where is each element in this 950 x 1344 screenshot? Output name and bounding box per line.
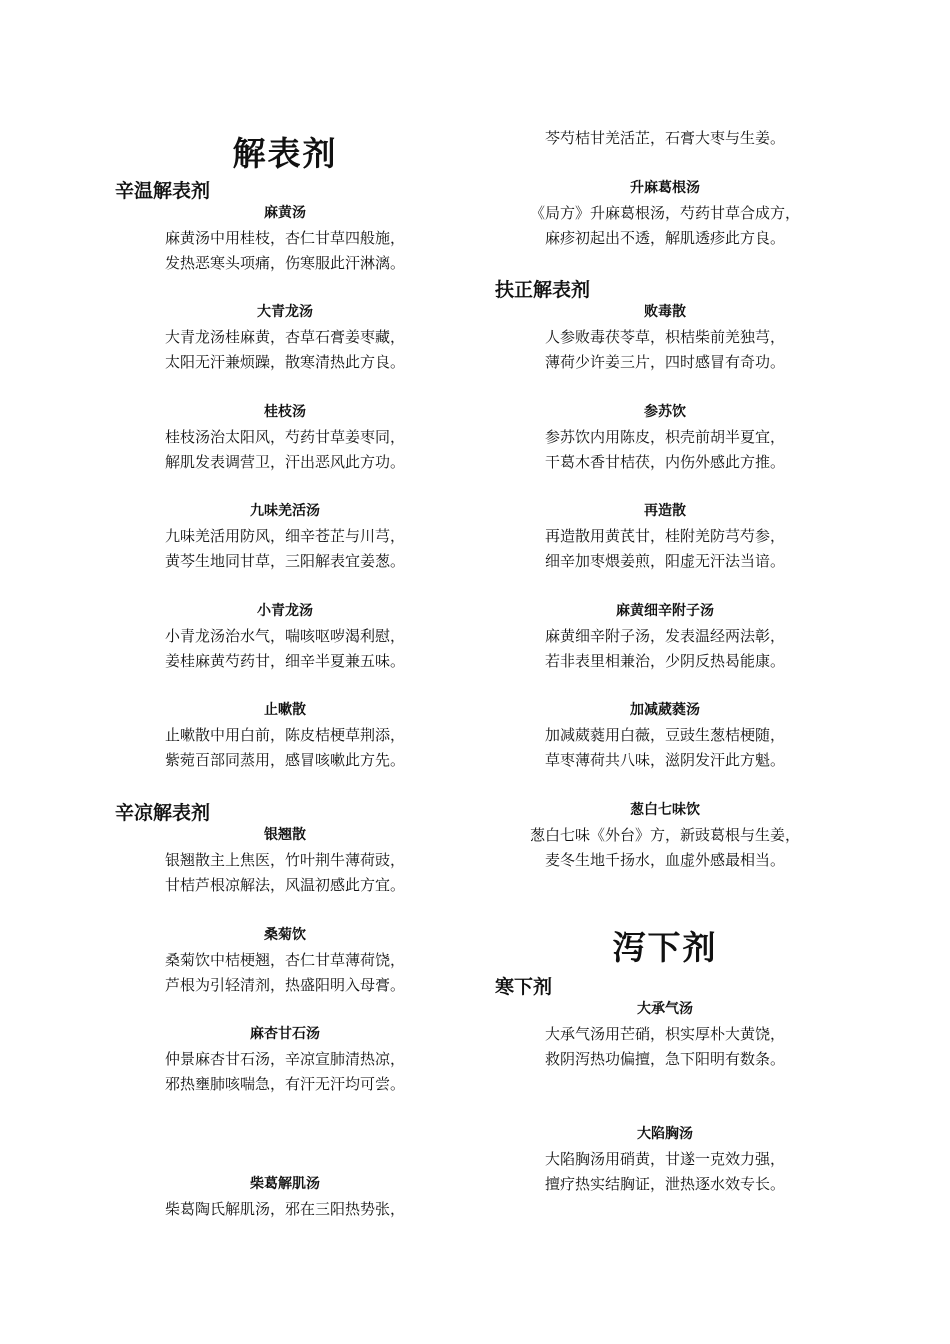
formula-name: 大青龙汤	[257, 304, 313, 320]
formula-name: 止嗽散	[264, 702, 306, 718]
section-heading-hanxia: 寒下剂	[495, 976, 553, 998]
formula-name: 麻黄细辛附子汤	[616, 603, 714, 619]
verse-line: 太阳无汗兼烦躁，散寒清热此方良。	[164, 353, 405, 371]
verse-line-continued: 芩芍桔甘羌活芷，石膏大枣与生姜。	[544, 129, 785, 147]
verse-line: 人参败毒茯苓草，枳桔柴前羌独芎，	[544, 328, 785, 346]
verse-line: 止嗽散中用白前，陈皮桔梗草荆添，	[164, 726, 405, 744]
verse-line: 《局方》升麻葛根汤，芍药甘草合成方，	[529, 204, 800, 222]
section-heading-xinliang: 辛凉解表剂	[115, 802, 211, 824]
verse-line: 黄芩生地同甘草，三阳解表宜姜葱。	[164, 552, 405, 570]
formula-name: 麻杏甘石汤	[250, 1026, 320, 1042]
verse-line: 葱白七味《外台》方，新豉葛根与生姜，	[529, 826, 800, 844]
verse-line: 麻疹初起出不透，解肌透疹此方良。	[544, 229, 785, 247]
verse-line: 大青龙汤桂麻黄，杏草石膏姜枣藏，	[164, 328, 405, 346]
formula-name: 大陷胸汤	[637, 1126, 693, 1142]
formula-name: 再造散	[644, 503, 686, 519]
verse-line: 仲景麻杏甘石汤，辛凉宣肺清热凉，	[164, 1050, 405, 1068]
verse-line: 麻黄汤中用桂枝，杏仁甘草四般施，	[164, 229, 405, 247]
verse-line: 参苏饮内用陈皮，枳壳前胡半夏宜，	[544, 428, 785, 446]
verse-line: 桑菊饮中桔梗翘，杏仁甘草薄荷饶，	[164, 951, 405, 969]
formula-name: 柴葛解肌汤	[250, 1176, 320, 1192]
verse-line: 薄荷少许姜三片，四时感冒有奇功。	[544, 353, 785, 371]
verse-line: 大陷胸汤用硝黄，甘遂一克效力强，	[544, 1150, 785, 1168]
formula-name: 升麻葛根汤	[630, 180, 700, 196]
verse-line: 干葛木香甘桔茯，内伤外感此方推。	[544, 453, 785, 471]
section-heading-xinwen: 辛温解表剂	[115, 180, 211, 202]
section-heading-fuzheng: 扶正解表剂	[495, 279, 591, 301]
formula-name: 桑菊饮	[264, 927, 306, 943]
formula-name: 小青龙汤	[257, 603, 313, 619]
verse-line: 邪热壅肺咳喘急，有汗无汗均可尝。	[164, 1075, 405, 1093]
formula-name: 葱白七味饮	[630, 802, 700, 818]
verse-line: 细辛加枣煨姜煎，阳虚无汗法当谙。	[544, 552, 785, 570]
verse-line: 甘桔芦根凉解法，风温初感此方宜。	[164, 876, 405, 894]
page-title-xiexia: 泻下剂	[612, 928, 718, 967]
verse-line: 紫菀百部同蒸用，感冒咳嗽此方先。	[164, 751, 405, 769]
formula-name: 加减葳蕤汤	[630, 702, 700, 718]
verse-line: 救阴泻热功偏擅，急下阳明有数条。	[544, 1050, 785, 1068]
verse-line: 桂枝汤治太阳风，芍药甘草姜枣同，	[164, 428, 405, 446]
formula-name: 参苏饮	[644, 404, 686, 420]
verse-line: 麻黄细辛附子汤，发表温经两法彰，	[544, 627, 785, 645]
formula-name: 麻黄汤	[264, 205, 306, 221]
verse-line: 草枣薄荷共八味，滋阴发汗此方魁。	[544, 751, 785, 769]
verse-line: 若非表里相兼治，少阴反热曷能康。	[544, 652, 785, 670]
verse-line: 解肌发表调营卫，汗出恶风此方功。	[164, 453, 405, 471]
verse-line: 发热恶寒头项痛，伤寒服此汗淋漓。	[164, 254, 405, 272]
verse-line: 擅疗热实结胸证，泄热逐水效专长。	[544, 1175, 785, 1193]
verse-line: 银翘散主上焦医，竹叶荆牛薄荷豉，	[164, 851, 405, 869]
verse-line: 加减葳蕤用白薇，豆豉生葱桔梗随，	[544, 726, 785, 744]
verse-line: 九味羌活用防风，细辛苍芷与川芎，	[164, 527, 405, 545]
formula-name: 九味羌活汤	[250, 503, 320, 519]
verse-line: 再造散用黄芪甘，桂附羌防芎芍参，	[544, 527, 785, 545]
formula-name: 桂枝汤	[264, 404, 306, 420]
verse-line: 麦冬生地千扬水，血虚外感最相当。	[544, 851, 785, 869]
formula-name: 大承气汤	[637, 1001, 693, 1017]
formula-name: 败毒散	[644, 304, 686, 320]
verse-line: 大承气汤用芒硝，枳实厚朴大黄饶，	[544, 1025, 785, 1043]
page-title-jiebiao: 解表剂	[232, 134, 338, 173]
verse-line: 芦根为引轻清剂，热盛阳明入母膏。	[164, 976, 405, 994]
formula-name: 银翘散	[264, 827, 306, 843]
verse-line: 姜桂麻黄芍药甘，细辛半夏兼五味。	[164, 652, 405, 670]
verse-line: 小青龙汤治水气，喘咳呕哕渴利慰，	[164, 627, 405, 645]
verse-line: 柴葛陶氏解肌汤，邪在三阳热势张，	[164, 1200, 405, 1218]
